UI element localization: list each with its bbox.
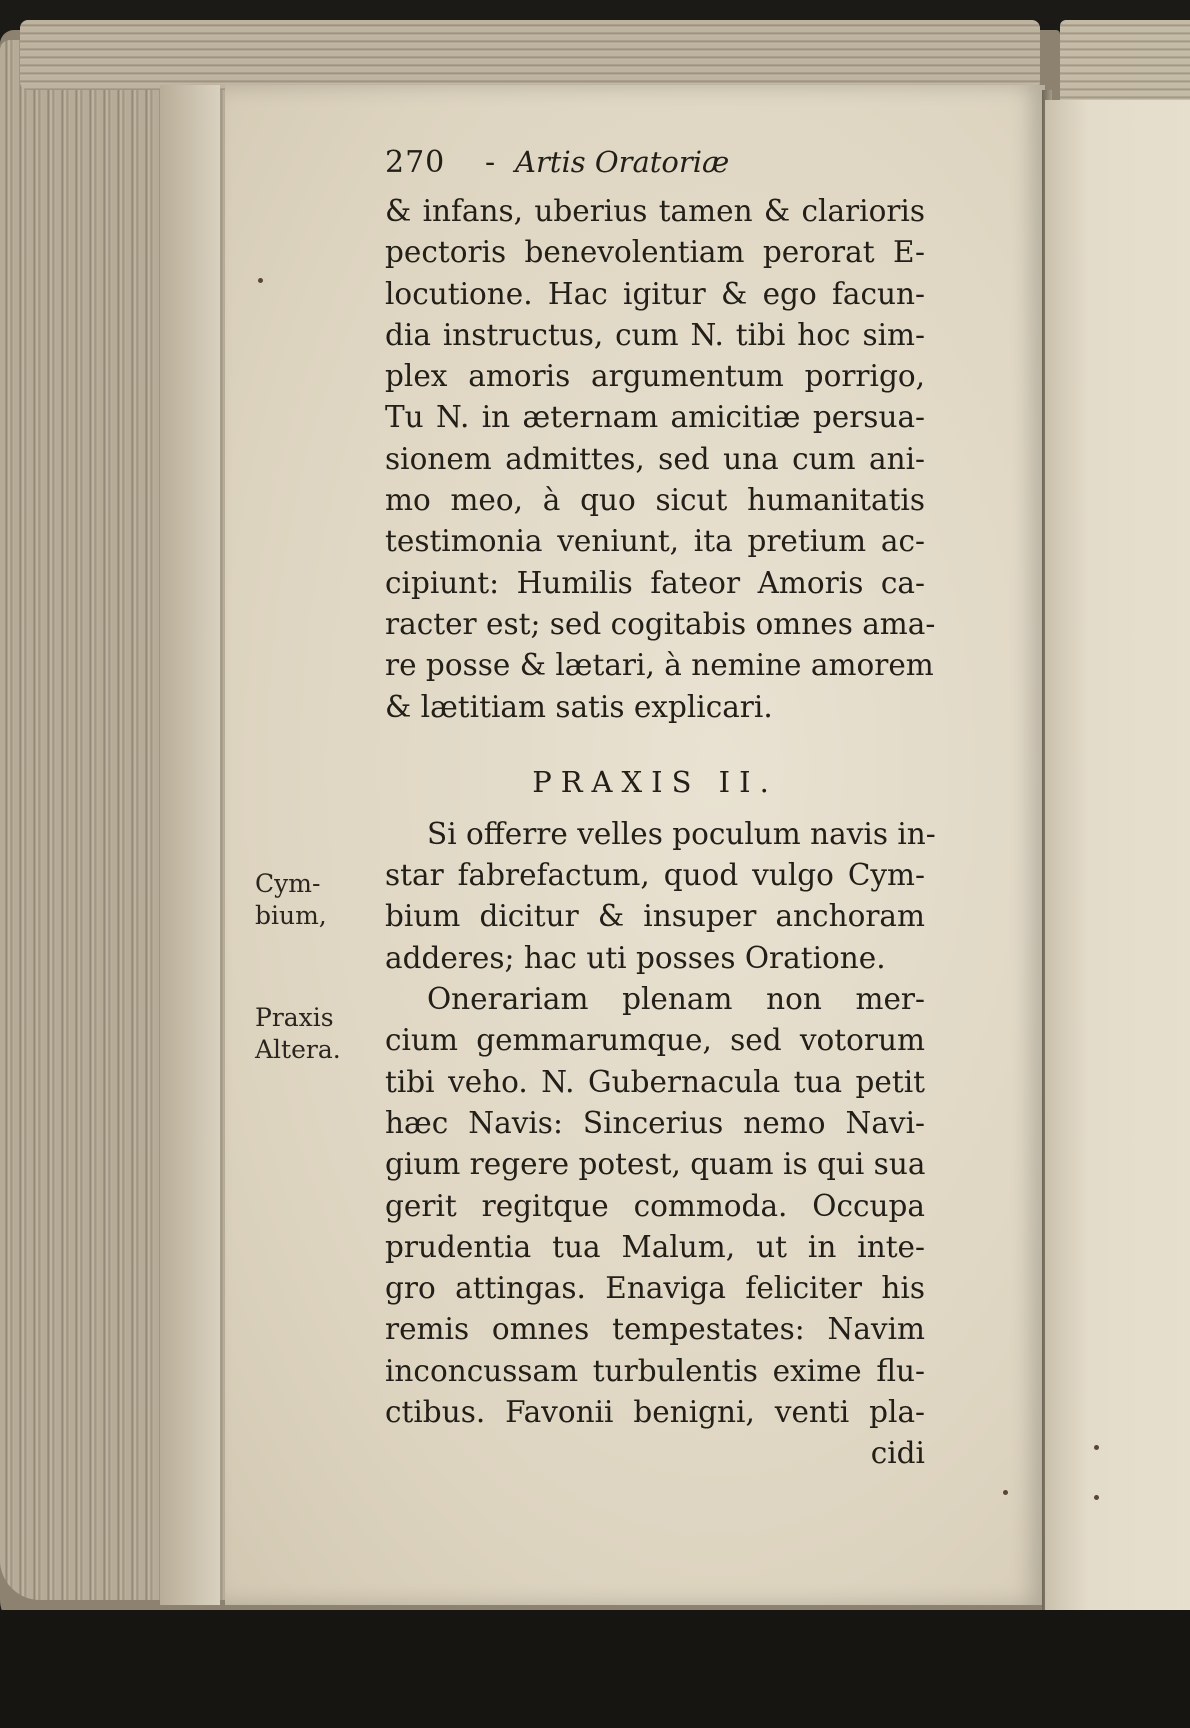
paragraph-1 [385, 191, 936, 728]
text-line: Si offerre velles poculum navis in- [427, 816, 936, 851]
text-line: pectoris benevolentiam perorat E- [385, 235, 925, 270]
margin-note-cymbium [255, 868, 365, 932]
text-line: cipiunt: Humilis fateor Amoris ca- [385, 565, 925, 600]
text-line: hæc Navis: Sincerius nemo Navi- [385, 1105, 925, 1140]
text-line: racter est; sed cogitabis omnes ama- [385, 606, 936, 641]
ink-spot [258, 278, 263, 283]
text-line: cium gemmarumque, sed votorum [385, 1023, 925, 1058]
text-line: ctibus. Favonii benigni, venti pla- [385, 1395, 925, 1430]
margin-note-praxis [255, 1002, 365, 1066]
text-line: mo meo, à quo sicut humanitatis [385, 483, 925, 518]
margin-note-line: Praxis [255, 1003, 334, 1032]
section-title: PRAXIS II. [532, 764, 778, 799]
text-line: plex amoris argumentum porrigo, [385, 359, 925, 394]
text-line: gerit regitque commoda. Occupa [385, 1188, 925, 1223]
top-page-edges [20, 20, 1040, 90]
text-line: re posse & lætari, à nemine amorem [385, 648, 934, 683]
text-line: locutione. Hac igitur & ego facun- [385, 276, 925, 311]
margin-note-line: bium, [255, 901, 327, 930]
margin-note-line: Cym- [255, 869, 321, 898]
margin-note-line: Altera. [255, 1035, 341, 1064]
text-line: gium regere potest, quam is qui sua [385, 1147, 926, 1182]
text-line: & lætitiam satis explicari. [385, 689, 773, 724]
background [0, 1610, 1190, 1728]
paragraph-2 [385, 814, 936, 979]
text-line: & infans, uberius tamen & clarioris [385, 194, 925, 228]
text-line: bium dicitur & insuper anchoram [385, 899, 925, 934]
catchword: cidi [870, 1436, 925, 1471]
running-title: Artis Oratoriæ [515, 145, 730, 179]
ink-spot [1094, 1445, 1099, 1450]
text-line: sionem admittes, sed una cum ani- [385, 441, 925, 476]
header-mark: - [485, 145, 496, 180]
right-page [1045, 100, 1190, 1610]
ink-spot [1003, 1490, 1008, 1495]
text-block [385, 145, 936, 1475]
text-line: tibi veho. N. Gubernacula tua petit [385, 1064, 925, 1099]
text-line: remis omnes tempestates: Navim [385, 1312, 925, 1347]
text-line: prudentia tua Malum, ut in inte- [385, 1229, 925, 1264]
page-header [385, 145, 925, 191]
paragraph-3 [385, 979, 925, 1433]
text-line: testimonia veniunt, ita pretium ac- [385, 524, 925, 559]
ink-spot [1094, 1495, 1099, 1500]
right-page-edges [1060, 20, 1190, 110]
text-line: star fabrefactum, quod vulgo Cym- [385, 858, 925, 893]
text-line: gro attingas. Enaviga feliciter his [385, 1271, 925, 1306]
page-number: 270 [385, 145, 446, 180]
text-line: Tu N. in æternam amicitiæ persua- [385, 400, 925, 435]
page-curl [160, 85, 220, 1605]
text-line: inconcussam turbulentis exime flu- [385, 1353, 925, 1388]
text-line: adderes; hac uti posses Oratione. [385, 940, 886, 975]
text-line: Onerariam plenam non mer- [427, 982, 925, 1017]
text-line: dia instructus, cum N. tibi hoc sim- [385, 317, 925, 352]
